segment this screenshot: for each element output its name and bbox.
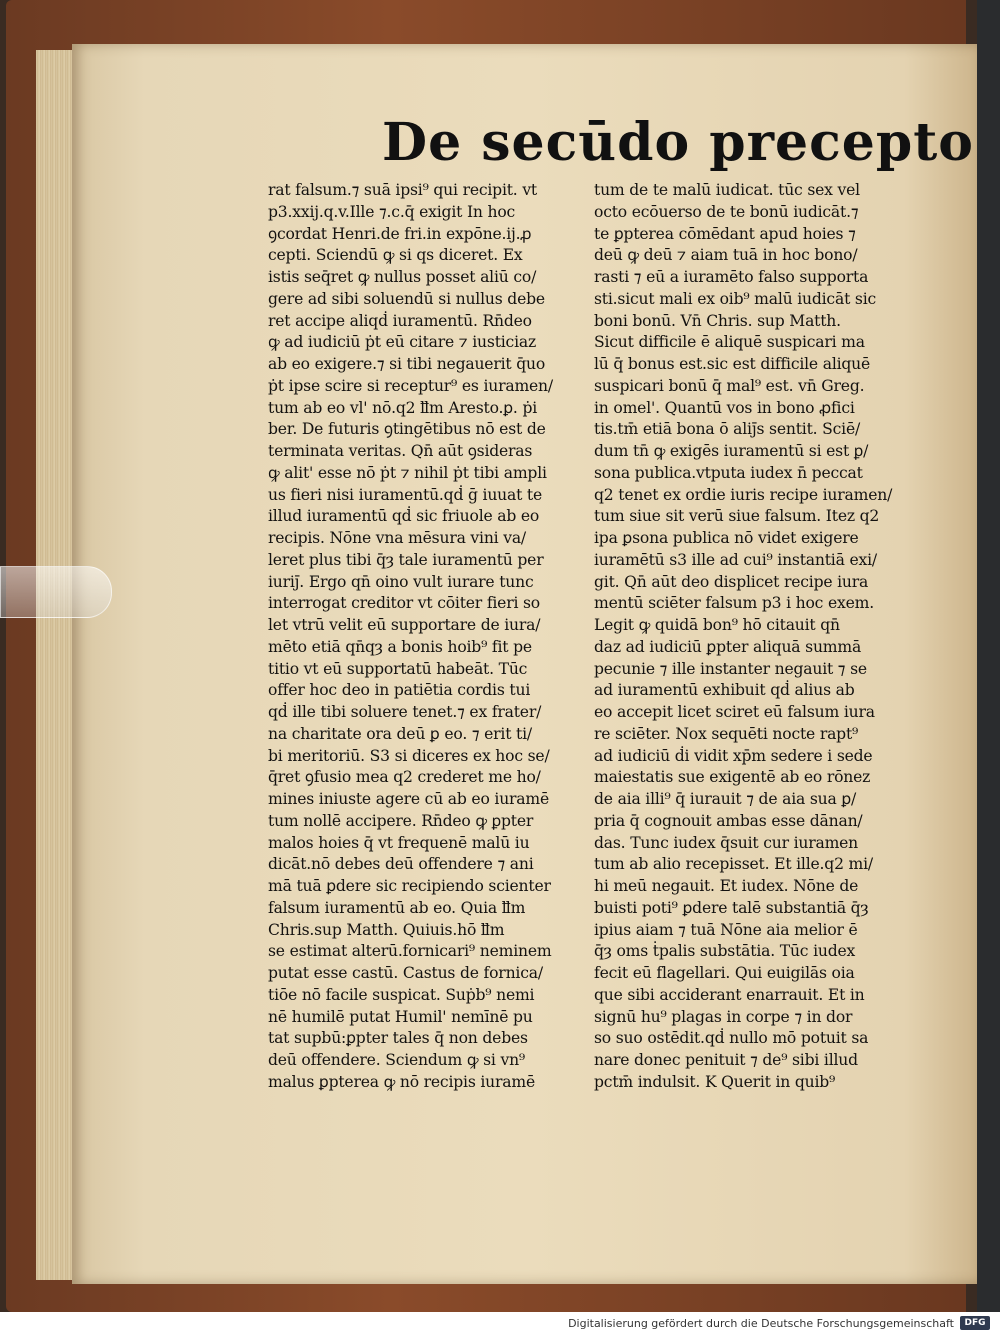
text-line: leret plus tibi q̄ȝ tale iuramentū per	[268, 550, 544, 569]
text-line: p3.xxij.q.v.Ille ⁊.c.q̄ exigit In hoc	[268, 202, 516, 221]
text-line: putat esse castū. Castus de fornica/	[268, 964, 543, 982]
text-line: tiōe nō facile suspicat. Suṗb⁹ nemi	[268, 985, 535, 1004]
text-line: dum tn̄ ꝙ exigēs iuramentū si est ꝑ/	[594, 442, 869, 460]
text-line: ꝯcordat Henri.de fri.in expōne.ij.ꝓ	[268, 224, 532, 243]
text-line: buisti poti⁹ ꝑdere talē substantiā q̄ȝ	[594, 898, 869, 917]
text-line: ab eo exigere.⁊ si tibi negauerit q̄uo	[268, 355, 546, 373]
text-line: terminata veritas. Qn̄ aūt ꝯsideras	[268, 442, 533, 460]
text-line: pria q̄ cognouit ambas esse dānan/	[594, 811, 863, 830]
text-line: ꝙ ad iudiciū ṗt eū citare ⁊ iusticiaz	[268, 333, 536, 352]
text-line: pecunie ⁊ ille instanter negauit ⁊ se	[594, 659, 867, 678]
page-heading: De secūdo precepto	[382, 112, 974, 173]
text-line: de aia illi⁹ q̄ iurauit ⁊ de aia sua ꝑ/	[594, 790, 857, 808]
text-line: pctm̄ indulsit. K Querit in quib⁹	[594, 1072, 836, 1091]
text-line: ipa ꝑsona publica nō videt exigere	[594, 529, 859, 547]
text-line: malos hoies q̄ vt frequenē malū iu	[268, 833, 530, 852]
text-line: q̄ȝ oms ṫpalis substātia. Tūc iudex	[594, 942, 856, 961]
text-line: te ꝑpterea cōmēdant apud hoies ⁊	[594, 224, 856, 243]
page-edges	[36, 50, 76, 1280]
text-line: das. Tunc iudex q̄suit cur iuramen	[594, 833, 859, 852]
text-line: tum ab eo vl' nō.q2 ỻm Aresto.ꝑ. ṗi	[268, 398, 538, 417]
text-line: cepti. Sciendū ꝙ si qs diceret. Ex	[268, 246, 523, 265]
text-line: offer hoc deo in patiētia cordis tui	[268, 681, 531, 700]
text-line: sti.sicut mali ex oib⁹ malū iudicāt sic	[594, 289, 877, 308]
text-line: interrogat creditor vt cōiter fieri so	[268, 594, 540, 613]
text-line: rat falsum.⁊ suā ipsi⁹ qui recipit. vt	[268, 181, 537, 199]
text-line: tis.tm̄ etiā bona ō aliȷ̄s sentit. Sciē/	[594, 420, 861, 439]
text-line: deū offendere. Sciendum ꝙ si vn⁹	[268, 1051, 525, 1069]
text-line: gere ad sibi soluendū si nullus debe	[268, 289, 545, 308]
dfg-logo: DFG	[960, 1316, 990, 1330]
text-line: illud iuramentū qḋ sic friuole ab eo	[268, 507, 540, 526]
text-line: dicāt.nō debes deū offendere ⁊ ani	[268, 855, 534, 874]
text-line: ꝙ alit' esse nō ṗt ⁊ nihil ṗt tibi ampli	[268, 463, 547, 482]
text-line: recipis. Nōne vna mēsura vini va/	[268, 529, 526, 547]
text-line: ber. De futuris ꝯtingētibus nō est de	[268, 420, 546, 439]
text-line: let vtrū velit eū supportare de iura/	[268, 616, 541, 634]
text-line: tum nollē accipere. Rn̄deo ꝙ ꝑpter	[268, 811, 534, 830]
text-line: malus ꝑpterea ꝙ nō recipis iuramē	[268, 1072, 535, 1091]
text-line: boni bonū. Vn̄ Chris. sup Matth.	[594, 311, 841, 330]
text-line: us fieri nisi iuramentū.qḋ ḡ iuuat te	[268, 485, 543, 504]
text-line: mā tuā ꝑdere sic recipiendo scienter	[268, 877, 551, 895]
text-line: rasti ⁊ eū a iuramēto falso supporta	[594, 268, 869, 286]
text-line: so suo ostēdit.qḋ nullo mō potuit sa	[594, 1029, 869, 1048]
text-line: qḋ ille tibi soluere tenet.⁊ ex frater/	[268, 703, 542, 721]
text-line: q̄ret ꝯfusio mea q2 crederet me ho/	[268, 768, 541, 787]
text-line: bi meritoriū. S3 si diceres ex hoc se/	[268, 746, 550, 765]
text-line: falsum iuramentū ab eo. Quia ỻm	[268, 898, 526, 917]
text-line: tum siue sit verū siue falsum. Itez q2	[594, 507, 880, 526]
text-line: suspicari bonū q̄ mal⁹ est. vn̄ Greg.	[594, 376, 865, 395]
text-line: iuramētū s3 ille ad cui⁹ instantiā exi/	[594, 550, 877, 569]
text-line: mēto etiā qn̄qȝ a bonis hoib⁹ fit pe	[268, 637, 532, 656]
text-line: tum de te malū iudicat. tūc sex vel	[594, 181, 860, 199]
text-line: nē humilē putat Humil' nemīnē pu	[268, 1007, 533, 1026]
text-line: tat supbū:ꝑpter tales q̄ non debes	[268, 1029, 528, 1048]
text-line: Sicut difficile ē aliquē suspicari ma	[594, 333, 865, 352]
text-line: signū hu⁹ plagas in corpe ⁊ in dor	[594, 1007, 853, 1026]
text-line: octo ecōuerso de te bonū iudicāt.⁊	[594, 202, 859, 221]
funding-notice: Digitalisierung gefördert durch die Deutsche Forschungsgemeinschaft	[568, 1317, 954, 1330]
text-line: sona publica.vtputa iudex n̄ peccat	[594, 463, 863, 482]
text-line: maiestatis sue exigentē ab eo rōnez	[594, 768, 871, 787]
text-column-left	[268, 180, 588, 1094]
text-line: na charitate ora deū ꝑ eo. ⁊ erit ti/	[268, 724, 532, 743]
text-line: iuriȷ̄. Ergo qn̄ oino vult iurare tunc	[268, 572, 534, 591]
text-line: hi meū negauit. Et iudex. Nōne de	[594, 877, 859, 895]
text-line: lū q̄ bonus est.sic est difficile aliquē	[594, 355, 871, 373]
footer-bar	[0, 1312, 1000, 1335]
text-line: q2 tenet ex ordie iuris recipe iuramen/	[594, 485, 893, 504]
text-line: daz ad iudiciū ꝑpter aliquā summā	[594, 637, 862, 656]
text-line: Legit ꝙ quidā bon⁹ hō citauit qn̄	[594, 616, 840, 634]
page-clip	[0, 566, 112, 618]
text-line: istis seq̄ret ꝙ nullus posset aliū co/	[268, 268, 537, 286]
text-line: Chris.sup Matth. Quiuis.hō ỻm	[268, 920, 505, 939]
text-line: ad iudiciū ḋi vidit xp̄m sedere i sede	[594, 746, 873, 765]
text-line: se estimat alterū.fornicari⁹ neminem	[268, 942, 552, 961]
text-line: eo accepit licet sciret eū falsum iura	[594, 703, 875, 721]
text-line: titio vt eū supportatū habeāt. Tūc	[268, 659, 528, 678]
text-line: in omel'. Quantū vos in bono ꝓfici	[594, 398, 855, 417]
scan-background-strip	[977, 0, 1000, 1312]
text-line: que sibi acciderant enarrauit. Et in	[594, 985, 865, 1004]
text-line: ipius aiam ⁊ tuā Nōne aia melior ē	[594, 920, 858, 939]
text-line: re sciēter. Nox sequēti nocte rapt⁹	[594, 724, 859, 743]
text-line: fecit eū flagellari. Qui euigilās oia	[594, 964, 855, 982]
text-line: nare donec penituit ⁊ de⁹ sibi illud	[594, 1051, 858, 1069]
text-line: ṗt ipse scire si receptur⁹ es iuramen/	[268, 376, 553, 395]
text-line: mines iniuste agere cū ab eo iuramē	[268, 790, 550, 808]
text-line: mentū sciēter falsum p3 i hoc exem.	[594, 594, 874, 613]
text-line: deū ꝙ deū ⁊ aiam tuā in hoc bono/	[594, 246, 858, 265]
text-line: ad iuramentū exhibuit qḋ alius ab	[594, 681, 855, 700]
text-column-right	[594, 180, 914, 1094]
text-line: ret accipe aliqḋ iuramentū. Rn̄deo	[268, 311, 532, 330]
text-line: git. Qn̄ aūt deo displicet recipe iura	[594, 572, 869, 591]
text-line: tum ab alio recepisset. Et ille.q2 mi/	[594, 855, 873, 874]
